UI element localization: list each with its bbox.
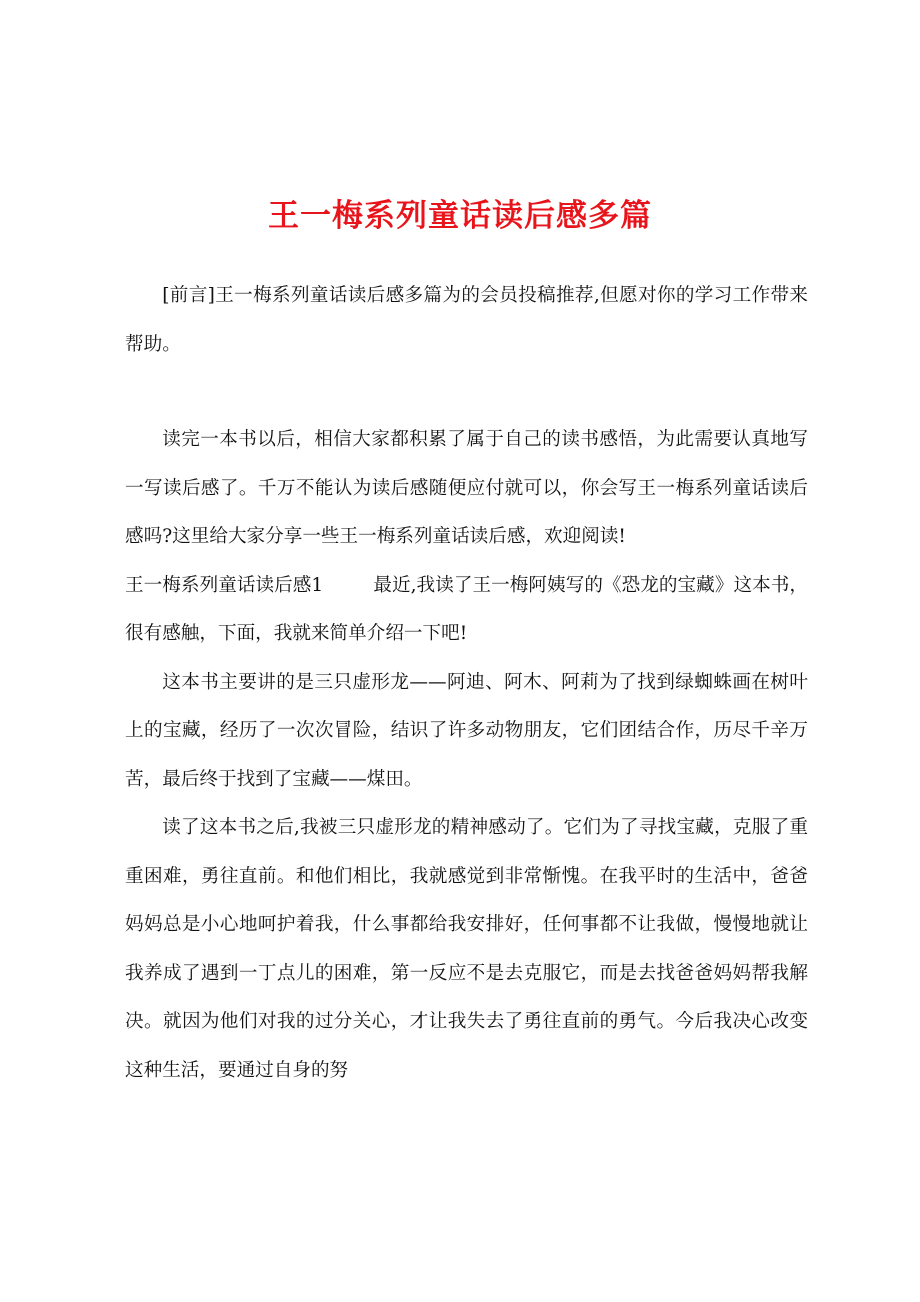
essay-paragraph: 这本书主要讲的是三只虚形龙——阿迪、阿木、阿莉为了找到绿蜘蛛画在树叶上的宝藏，经历了一次次冒险，结识了许多动物朋友，它们团结合作，历尽千辛万苦，最后终于找到了宝藏——煤田。 (125, 671, 808, 790)
essay-first-text: 最近,我读了王一梅阿姨写的《恐龙的宝藏》这本书，很有感触，下面，我就来简单介绍一下吧! (125, 574, 808, 644)
essay-paragraph: 读了这本书之后,我被三只虚形龙的精神感动了。它们为了寻找宝藏，克服了重重困难，勇往直前。和他们相比，我就感觉到非常惭愧。在我平时的生活中，爸爸妈妈总是小心地呵护着我，什么事都给我安排好，任何事都不让我做，慢慢地就让我养成了遇到一丁点儿的困难，第一反应不是去克服它，而是去找爸爸妈妈帮我解决。就因为他们对我的过分关心，才让我失去了勇往直前的勇气。今后我决心改变这种生活，要通过自身的努 (125, 817, 808, 1081)
document-title: 王一梅系列童话读后感多篇 (268, 198, 652, 234)
opening-paragraph: 读完一本书以后，相信大家都积累了属于自己的读书感悟，为此需要认真地写一写读后感了。千万不能认为读后感随便应付就可以，你会写王一梅系列童话读后感吗?这里给大家分享一些王一梅系列童话读后感，欢迎阅读! (125, 429, 808, 547)
intro-paragraph: [前言]王一梅系列童话读后感多篇为的会员投稿推荐,但愿对你的学习工作带来帮助。 (125, 285, 808, 355)
intro-block (125, 272, 808, 369)
essay-heading: 王一梅系列童话读后感1 (125, 574, 324, 596)
essay-first-paragraph (125, 562, 808, 659)
main-text-block (125, 416, 808, 1095)
